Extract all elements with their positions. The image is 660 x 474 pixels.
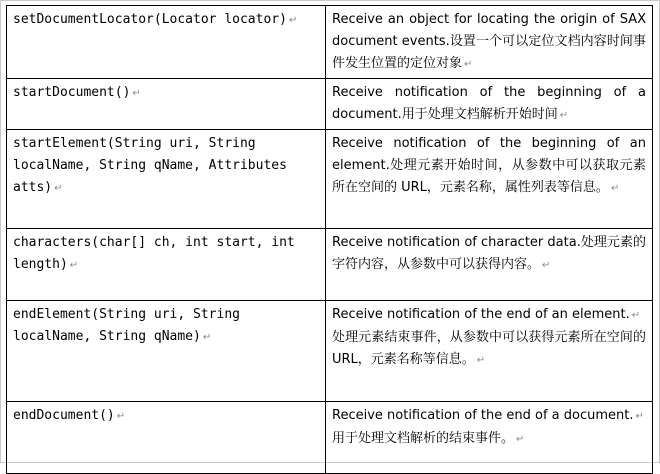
method-cell bbox=[7, 79, 326, 130]
paragraph-mark-icon: ↵ bbox=[116, 411, 126, 422]
description-zh: 处理元素开始时间，从参数中可以获取元素所在空间的 URL，元素名称，属性列表等信息。 bbox=[332, 158, 646, 195]
paragraph-mark-icon: ↵ bbox=[610, 183, 620, 194]
table-row bbox=[7, 6, 653, 79]
description-zh: 处理元素结束事件，从参数中可以获得元素所在空间的 URL，元素名称等信息。 bbox=[332, 330, 646, 367]
paragraph-mark-icon: ↵ bbox=[69, 260, 79, 271]
description-en: Receive notification of character data. bbox=[332, 235, 581, 250]
description-zh: 处理元素的字符内容，从参数中可以获得内容。 bbox=[332, 235, 646, 272]
description-zh: 用于处理文档解析开始时间 bbox=[401, 107, 558, 122]
paragraph-mark-icon: ↵ bbox=[635, 411, 644, 422]
table-row bbox=[7, 79, 653, 130]
method-name: endDocument() bbox=[13, 408, 115, 423]
description-zh: 设置一个可以定位文档内容时间事件发生位置的定位对象 bbox=[332, 34, 646, 71]
description-zh: 用于处理文档解析的结束事件。 bbox=[332, 431, 515, 446]
paragraph-mark-icon: ↵ bbox=[288, 15, 298, 26]
description-en: Receive an object for locating the origin of SAX document events. bbox=[332, 12, 646, 49]
description-cell bbox=[326, 301, 653, 402]
paragraph-mark-icon: ↵ bbox=[202, 332, 212, 343]
method-name: startElement(String uri, String localName, String qName, Attributes atts) bbox=[13, 136, 287, 195]
method-name: setDocumentLocator(Locator locator) bbox=[13, 12, 287, 27]
description-cell bbox=[326, 6, 653, 79]
description-cell bbox=[326, 229, 653, 301]
method-cell bbox=[7, 301, 326, 402]
table-row bbox=[7, 301, 653, 402]
table-row bbox=[7, 229, 653, 301]
method-cell bbox=[7, 6, 326, 79]
description-cell bbox=[326, 79, 653, 130]
method-cell bbox=[7, 229, 326, 301]
paragraph-mark-icon: ↵ bbox=[132, 88, 141, 99]
description-en: Receive notification of the beginning of an element. bbox=[332, 136, 646, 173]
description-en: Receive notification of the end of a document. bbox=[332, 408, 634, 423]
description-en: Receive notification of the end of an element. bbox=[332, 307, 630, 322]
table-row bbox=[7, 130, 653, 229]
paragraph-mark-icon: ↵ bbox=[559, 110, 569, 121]
paragraph-mark-icon: ↵ bbox=[476, 355, 486, 366]
description-en: Receive notification of the beginning of a document. bbox=[332, 85, 646, 122]
paragraph-mark-icon: ↵ bbox=[542, 260, 551, 271]
sax-handler-methods-table bbox=[6, 5, 653, 474]
paragraph-mark-icon: ↵ bbox=[464, 59, 473, 70]
method-name: endElement(String uri, String localName, String qName) bbox=[13, 307, 240, 344]
paragraph-mark-icon: ↵ bbox=[631, 310, 641, 321]
paragraph-mark-icon: ↵ bbox=[516, 434, 525, 445]
method-cell bbox=[7, 130, 326, 229]
method-name: startDocument() bbox=[13, 85, 131, 100]
paragraph-mark-icon: ↵ bbox=[54, 183, 63, 194]
method-name: characters(char[] ch, int start, int length) bbox=[13, 235, 295, 272]
description-cell bbox=[326, 130, 653, 229]
